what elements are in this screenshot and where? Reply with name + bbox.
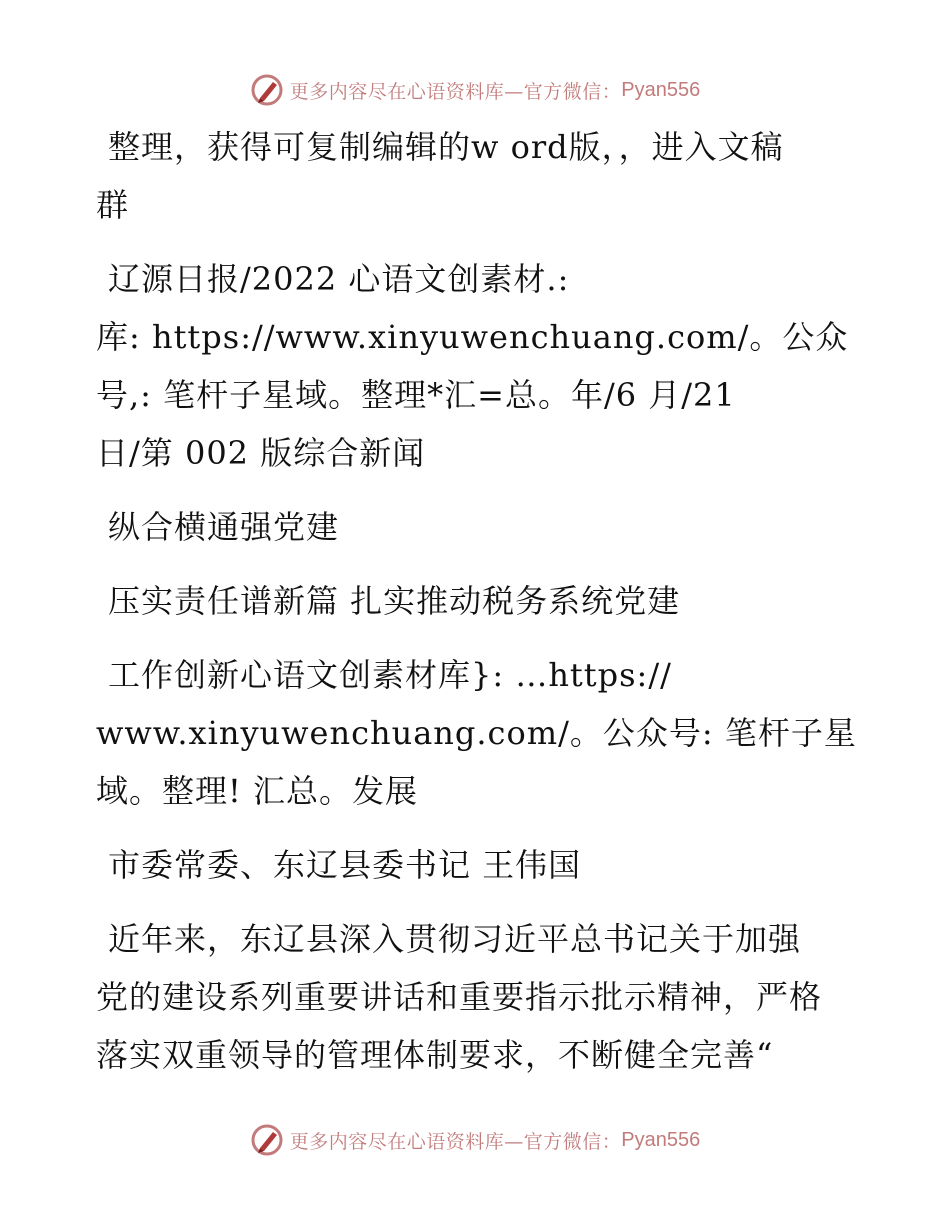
paragraph-2 [96, 250, 856, 482]
text-line: 纵合横通强党建 [108, 508, 340, 546]
text-line: 库: https://www.xinyuwenchuang.com/。公众 [96, 318, 849, 356]
header-banner [0, 68, 950, 112]
header-banner-id: Pyan556 [621, 78, 701, 101]
pen-in-circle-icon [250, 1123, 284, 1157]
paragraph-6 [96, 836, 856, 894]
text-line: 党的建设系列重要讲话和重要指示批示精神，严格 [96, 978, 823, 1016]
footer-banner-id: Pyan556 [621, 1128, 701, 1151]
footer-banner [0, 1118, 950, 1162]
footer-banner-text: 更多内容尽在心语资料库—官方微信： [289, 1130, 622, 1153]
paragraph-1 [96, 118, 856, 234]
text-line: 日/第 002 版综合新闻 [96, 434, 426, 472]
text-line: www.xinyuwenchuang.com/。公众号: 笔杆子星 [96, 714, 857, 752]
document-body [96, 118, 856, 1100]
paragraph-7 [96, 910, 856, 1084]
paragraph-5 [96, 646, 856, 820]
paragraph-4 [96, 572, 856, 630]
text-line: 辽源日报/2022 心语文创素材.: [108, 260, 570, 298]
text-line: 群 [96, 186, 130, 224]
paragraph-3 [96, 498, 856, 556]
text-line: 号,: 笔杆子星域。整理*汇=总。年/6 月/21 [96, 376, 736, 414]
text-line: 落实双重领导的管理体制要求，不断健全完善“ [96, 1036, 774, 1074]
pen-in-circle-icon [250, 73, 284, 107]
text-line: 工作创新心语文创素材库}: …https:// [108, 656, 672, 694]
text-line: 整理，获得可复制编辑的w ord版，，进入文稿 [108, 128, 784, 166]
header-banner-text: 更多内容尽在心语资料库—官方微信： [289, 80, 622, 103]
text-line: 压实责任谱新篇 扎实推动税务系统党建 [108, 582, 681, 620]
text-line: 市委常委、东辽县委书记 王伟国 [108, 846, 582, 884]
text-line: 近年来，东辽县深入贯彻习近平总书记关于加强 [108, 920, 802, 958]
text-line: 域。整理! 汇总。发展 [96, 772, 419, 810]
